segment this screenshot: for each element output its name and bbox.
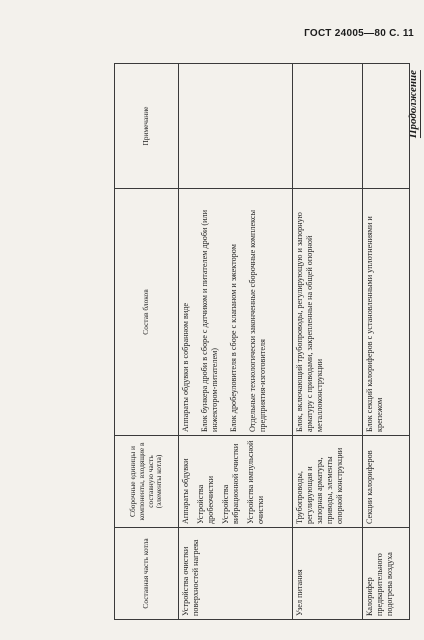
column-header-units: Сборочные единицы и компоненты, входящие в составную часть (элементы котла): [115, 436, 179, 528]
cell-part: Калорифер предварительного подогрева воздуха: [363, 528, 410, 620]
cell-part: Узел питания: [292, 528, 362, 620]
rotated-table-container: [114, 64, 410, 620]
cell-note: [292, 64, 362, 189]
table-row: [292, 64, 362, 620]
cell-units: Трубопроводы, регулирующая и запорная арматура, приводы, элементы опорной конструкции: [292, 436, 362, 528]
cell-blocks: Блок секций калориферов с установленными уплотнениями и крепежом: [363, 189, 410, 436]
cell-units: Секции калориферов: [363, 436, 410, 528]
cell-note: [179, 64, 293, 189]
cell-blocks: Блок, включающий трубопроводы, регулирующую и запорную арматуру с приводами, закрепленные на общей опорной металлоконструкции: [292, 189, 362, 436]
column-header-note: Примечание: [115, 64, 179, 189]
cell-blocks: Аппараты обдувки в собранном виде Блок бункера дроби в сборе с датчиком и питателем дроби (или инжектором-питателем) Блок дробеуловителя в сборе с клапаном и эжектором Отдельные технологически законченные сборочные комплексы предприятия-изготовителя: [179, 189, 293, 436]
page-header: ГОСТ 24005—80 С. 11: [304, 28, 414, 39]
composition-table: [114, 63, 410, 620]
cell-units: Аппараты обдувки Устройства дробеочистки Устройства вибрационной очистки Устройства импульсной очистки: [179, 436, 293, 528]
cell-note: [363, 64, 410, 189]
column-header-blocks: Состав блоков: [115, 189, 179, 436]
cell-part: Устройства очистки поверхностей нагрева: [179, 528, 293, 620]
column-header-part: Составная часть котла: [115, 528, 179, 620]
table-row: [363, 64, 410, 620]
table-row: [179, 64, 293, 620]
appendix-continuation-label: Продолжение: [407, 70, 419, 139]
table-header-row: [115, 64, 179, 620]
